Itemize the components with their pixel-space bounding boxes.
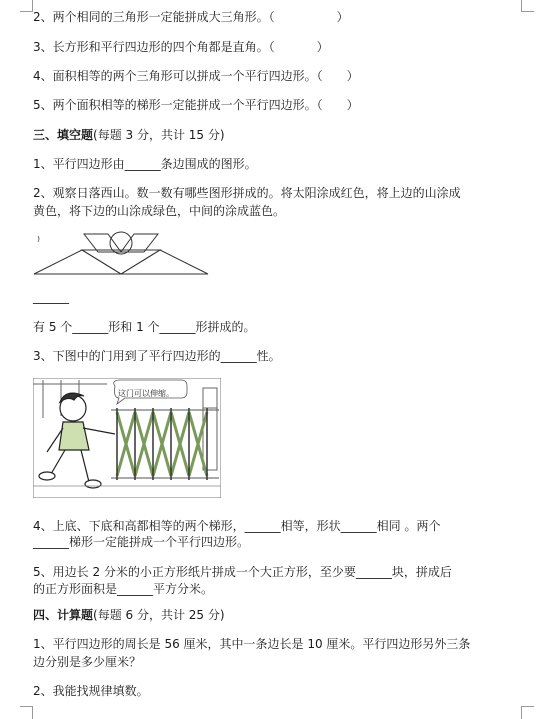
crop-mark-bottom-left: [20, 706, 33, 719]
answer-blank[interactable]: ______: [33, 290, 69, 304]
lower-right-triangle: [121, 250, 208, 274]
left-mountain-parallelogram: [84, 234, 121, 252]
fill-question-3: 3、下图中的门用到了平行四边形的______性。: [33, 349, 281, 363]
small-mark: [38, 236, 39, 242]
fill-question-5-line-1: 5、用边长 2 分米的小正方形纸片拼成一个大正方形，至少要______块，拼成后: [33, 565, 452, 579]
lower-left-triangle: [34, 250, 121, 274]
crop-mark-bottom-right: [521, 706, 534, 719]
fill-question-2-line-1: 2、观察日落西山。数一数有哪些图形拼成的。将太阳涂成红色，将上边的山涂成: [33, 186, 461, 200]
crop-mark-top-right: [521, 0, 534, 12]
answer-blank[interactable]: ______: [117, 582, 154, 596]
answer-blank[interactable]: ______: [159, 320, 196, 334]
answer-blank[interactable]: ______: [124, 157, 161, 171]
crop-mark-top-left: [20, 0, 33, 12]
calc-question-1-line-1: 1、平行四边形的周长是 56 厘米，其中一条边长是 10 厘米。平行四边形另外三条: [33, 637, 471, 651]
fill-question-4-line-2: ______梯形一定能拼成一个平行四边形。: [33, 535, 250, 549]
sunset-mountain-figure: [32, 228, 210, 278]
fill-question-2-answer-line: [33, 288, 69, 306]
answer-blank[interactable]: ______: [33, 535, 69, 549]
folding-gate-illustration: [33, 378, 221, 498]
section-fill-heading: 三、填空题(每题 3 分，共计 15 分): [33, 128, 225, 142]
calc-question-1-line-2: 边分别是多少厘米？: [33, 655, 142, 669]
section-calc-heading: 四、计算题(每题 6 分，共计 25 分): [33, 608, 225, 622]
answer-blank[interactable]: ______: [340, 519, 377, 533]
speech-caption: 这门可以伸缩。: [118, 389, 174, 398]
answer-blank[interactable]: ______: [244, 519, 281, 533]
fill-question-2-answer: 有 5 个______形和 1 个______形拼成的。: [33, 320, 256, 334]
fill-question-2-line-2: 黄色，将下边的山涂成绿色，中间的涂成蓝色。: [33, 204, 286, 218]
answer-blank[interactable]: ______: [355, 565, 392, 579]
judge-question-3: 3、长方形和平行四边形的四个角都是直角。（ ）: [33, 40, 329, 54]
calc-question-2: 2、我能找规律填数。: [33, 684, 149, 698]
fill-question-1: 1、平行四边形由______条边围成的图形。: [33, 157, 257, 171]
fill-question-4-line-1: 4、上底、下底和高都相等的两个梯形，______相等，形状______相同 。两个: [33, 519, 441, 533]
judge-question-5: 5、两个面积相等的梯形一定能拼成一个平行四边形。（ ）: [33, 98, 359, 112]
right-mountain-parallelogram: [121, 234, 158, 252]
answer-blank[interactable]: ______: [72, 320, 109, 334]
judge-question-4: 4、面积相等的两个三角形可以拼成一个平行四边形。（ ）: [33, 69, 359, 83]
judge-question-2: 2、两个相同的三角形一定能拼成大三角形。（ ）: [33, 10, 349, 24]
answer-blank[interactable]: ______: [220, 349, 257, 363]
sun-circle: [110, 232, 132, 254]
fill-question-5-line-2: 的正方形面积是______平方分米。: [33, 582, 214, 596]
